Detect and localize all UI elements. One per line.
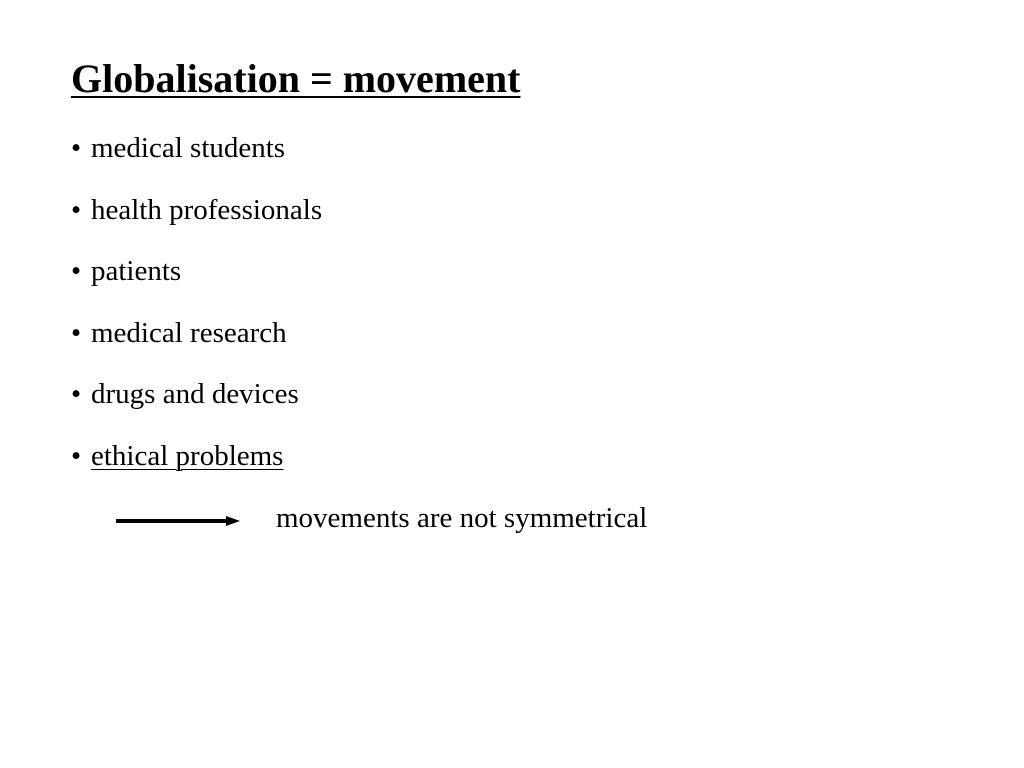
bullet-dot: • bbox=[71, 255, 82, 287]
list-item bbox=[71, 436, 322, 498]
bullet-text: drugs and devices bbox=[91, 378, 299, 410]
conclusion-text: movements are not symmetrical bbox=[276, 502, 648, 534]
bullet-dot: • bbox=[71, 439, 82, 472]
bullet-dot: • bbox=[71, 316, 82, 349]
bullet-dot: • bbox=[71, 132, 82, 164]
bullet-text: health professionals bbox=[91, 193, 323, 226]
bullet-dot: • bbox=[71, 193, 82, 226]
bullet-dot: • bbox=[71, 378, 82, 410]
list-item bbox=[71, 190, 322, 252]
bullet-text: patients bbox=[91, 255, 182, 287]
bullet-text: ethical problems bbox=[91, 439, 284, 472]
slide-title: Globalisation = movement bbox=[71, 56, 521, 101]
bullet-text: medical research bbox=[91, 316, 287, 349]
list-item bbox=[71, 128, 322, 190]
list-item bbox=[71, 374, 322, 436]
right-arrow-icon bbox=[116, 514, 240, 528]
bullet-text: medical students bbox=[91, 132, 286, 164]
list-item bbox=[71, 313, 322, 375]
bullet-list bbox=[71, 128, 322, 497]
list-item bbox=[71, 251, 322, 313]
